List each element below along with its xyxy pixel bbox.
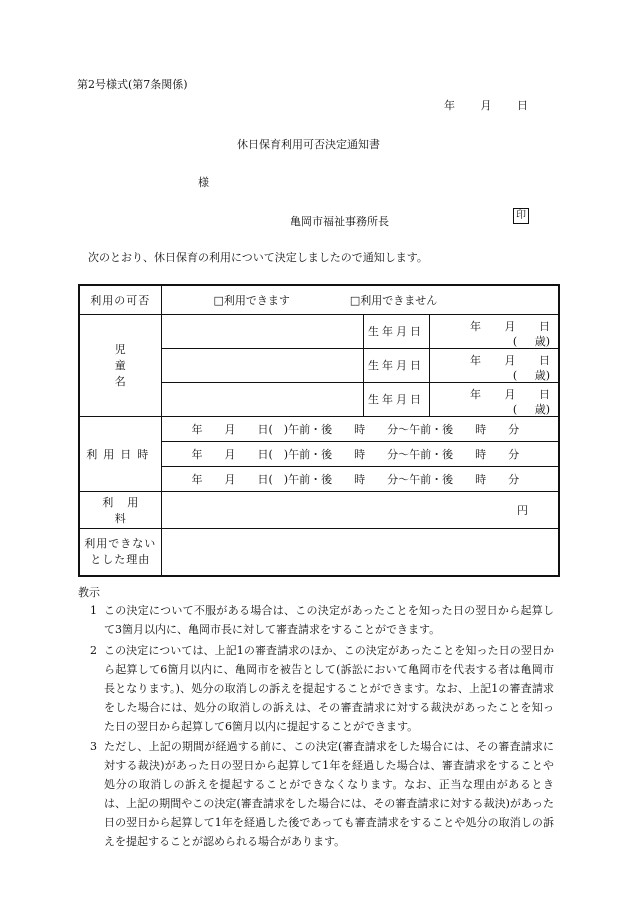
fee-field[interactable] (161, 491, 559, 528)
addressee-suffix: 様 (198, 176, 209, 189)
seal-mark: 印 (513, 208, 529, 224)
option-no-checkbox[interactable]: □利用できません (349, 293, 438, 307)
row-fee (79, 491, 559, 528)
fee-label: 利用料 (79, 491, 161, 528)
birth-age-2: ( 歳) (512, 368, 550, 382)
row-child-1 (79, 314, 559, 348)
notice-heading: 教示 (78, 586, 100, 599)
notice-item-2-number: 2 (90, 644, 97, 657)
child-label: 児 童 名 (79, 314, 161, 416)
row-datetime-1 (79, 416, 559, 441)
child-name-field-3[interactable] (161, 382, 363, 416)
form-number: 第2号様式(第7条関係) (77, 78, 188, 91)
intro-text: 次のとおり、休日保育の利用について決定しましたので通知します。 (88, 251, 428, 264)
fee-unit: 円 (517, 503, 528, 517)
reason-label-line-2: とした理由 (90, 552, 151, 566)
child-name-field-1[interactable] (161, 314, 363, 348)
birth-ymd-1: 年 月 日 (470, 319, 550, 333)
usage-label: 利用の可否 (79, 285, 161, 314)
birth-ymd-3: 年 月 日 (470, 387, 550, 401)
row-reason (79, 528, 559, 576)
datetime-field-3[interactable]: 年 月 日( )午前・後 時 分〜午前・後 時 分 (161, 466, 559, 491)
datetime-field-2[interactable]: 年 月 日( )午前・後 時 分〜午前・後 時 分 (161, 441, 559, 466)
notice-item-2 (90, 641, 554, 736)
notice-item-1-text: この決定について不服がある場合は、この決定があったことを知った日の翌日から起算して3箇月以内に、亀岡市長に対して審査請求をすることができます。 (104, 604, 554, 636)
child-name-field-2[interactable] (161, 348, 363, 382)
issuer-name: 亀岡市福祉事務所長 (290, 215, 389, 228)
birth-field-3[interactable] (429, 382, 559, 416)
birth-age-1: ( 歳) (512, 334, 550, 348)
reason-field[interactable] (161, 528, 559, 576)
birth-age-3: ( 歳) (512, 402, 550, 416)
notice-item-3-text: ただし、上記の期間が経過する前に、この決定(審査請求をした場合には、その審査請求に対する裁決)があった日の翌日から起算して1年を経過した場合は、審査請求をすることや処分の取消しの訴えを提起することができなくなります。なお、正当な理由があるときは、上記の期間やこの決定(審査請求をした場合には、その審査請求に対する裁決)があった日の翌日から起算して1年を経過した後であっても審査請求をすることや処分の取消しの訴えを提起することが認められる場合があります。 (104, 740, 554, 848)
notice-item-2-text: この決定については、上記1の審査請求のほか、この決定があったことを知った日の翌日から起算して6箇月以内に、亀岡市を被告として(訴訟において亀岡市を代表する者は亀岡市長となります。)、処分の取消しの訴えを提起することができます。なお、上記1の審査請求をした場合には、処分の取消しの訴えは、その審査請求に対する裁決があったことを知った日の翌日から起算して6箇月以内に提起することができます。 (104, 644, 554, 733)
document-title: 休日保育利用可否決定通知書 (237, 138, 380, 151)
notice-item-3 (90, 737, 554, 851)
row-usage (79, 285, 559, 314)
reason-label-line-1: 利用できない (84, 536, 157, 550)
option-yes-checkbox[interactable]: □利用できます (213, 293, 290, 307)
date-line: 年 月 日 (444, 99, 528, 112)
birth-field-2[interactable] (429, 348, 559, 382)
datetime-field-1[interactable]: 年 月 日( )午前・後 時 分〜午前・後 時 分 (161, 416, 559, 441)
birth-field-1[interactable] (429, 314, 559, 348)
notice-item-3-number: 3 (90, 740, 97, 753)
birth-label-3: 生年月日 (363, 382, 429, 416)
datetime-label: 利用日時 (79, 416, 161, 491)
notice-item-1-number: 1 (90, 604, 97, 617)
notice-item-1 (90, 601, 554, 639)
birth-ymd-2: 年 月 日 (470, 353, 550, 367)
birth-label-2: 生年月日 (363, 348, 429, 382)
birth-label-1: 生年月日 (363, 314, 429, 348)
decision-form-table (78, 284, 560, 577)
reason-label (79, 528, 161, 576)
usage-options (161, 285, 559, 314)
